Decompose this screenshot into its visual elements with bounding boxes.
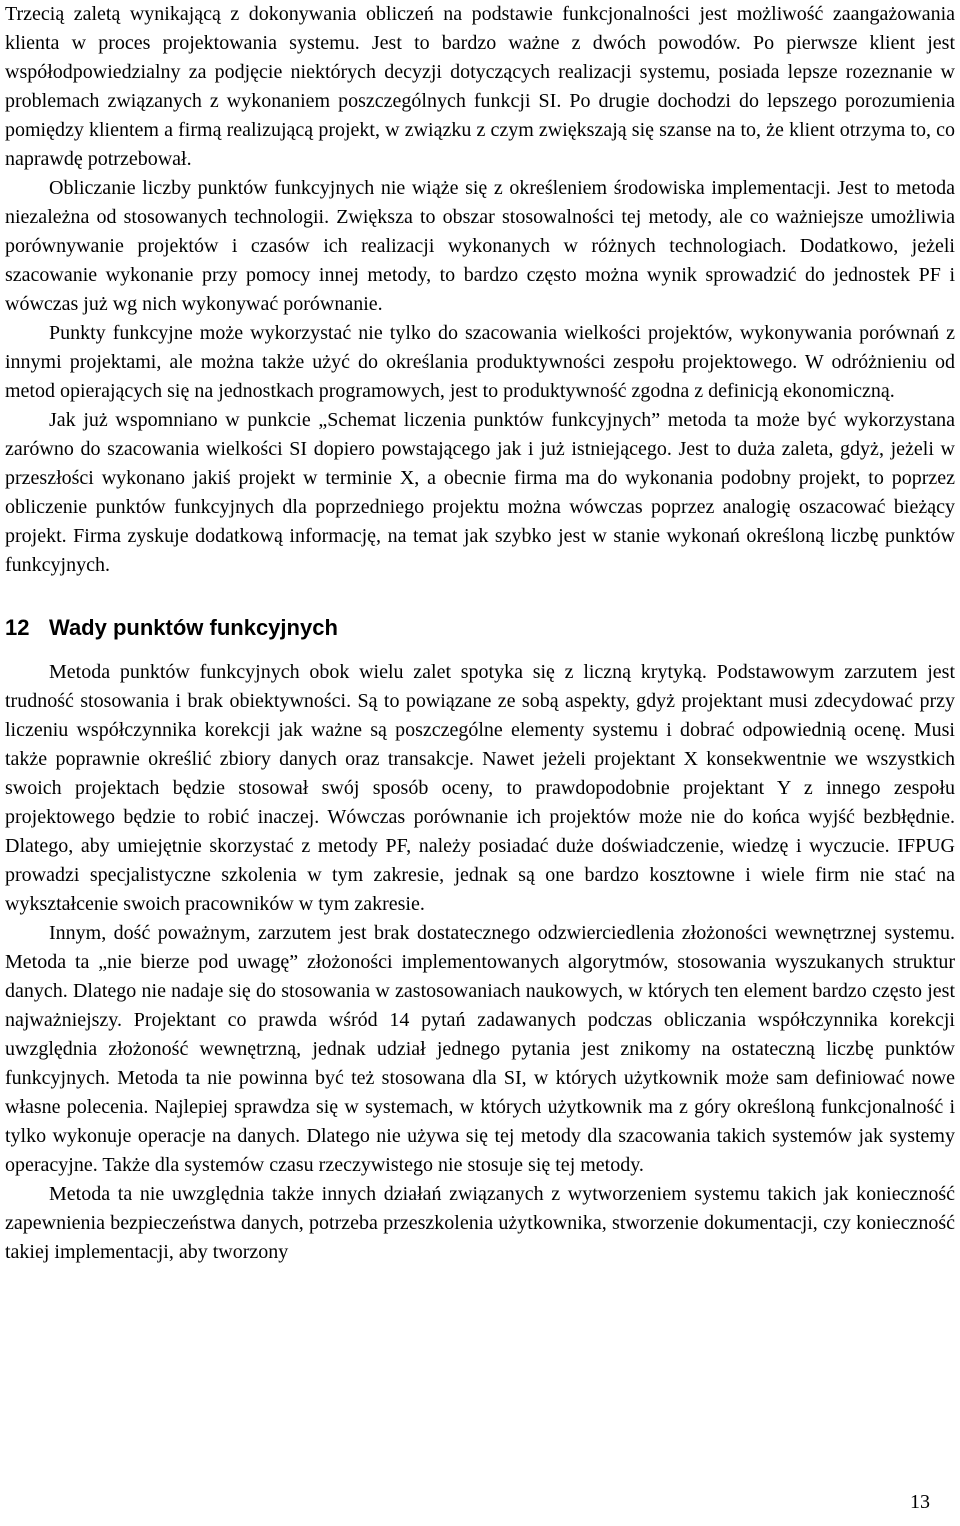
section-heading-title: Wady punktów funkcyjnych bbox=[49, 615, 338, 640]
section-heading-number: 12 bbox=[5, 615, 30, 640]
paragraph-technology-independence: Obliczanie liczby punktów funkcyjnych nie wiąże się z określeniem środowiska implementacji. Jest to metoda niezależna od stosowanych technologii. Zwiększa to obszar stosowalności tej metody, ale co ważniejsze umożliwia porównywanie projektów i czasów ich realizacji wykonanych w różnych technologiach. Dodatkowo, jeżeli szacowanie wykonanie przy pomocy innej metody, to bardzo często można wynik sprowadzić do jednostek PF i wówczas już wg nich wykonywać porównanie. bbox=[5, 177, 955, 315]
paragraph-other-activities: Metoda ta nie uwzględnia także innych działań związanych z wytworzeniem systemu takich jak konieczność zapewnienia bezpieczeństwa danych, potrzeba przeszkolenia użytkownika, stworzenie dokumentacji, czy konieczność takiej implementacji, aby tworzony bbox=[5, 1183, 955, 1263]
paragraph-internal-complexity: Innym, dość poważnym, zarzutem jest brak dostatecznego odzwierciedlenia złożoności wewnętrznej systemu. Metoda ta „nie bierze pod uwagę” złożoności implementowanych algorytmów, stosowania wyszukanych struktur danych. Dlatego nie nadaje się do stosowania w zastosowaniach naukowych, w których ten element bardzo często jest najważniejszy. Projektant co prawda wśród 14 pytań zadawanych podczas obliczania współczynnika korekcji uwzględnia złożoność wewnętrzną, jednak udział jednego pytania jest znikomy na ostateczną liczbę punktów funkcyjnych. Metoda ta nie powinna być też stosowana dla SI, w których użytkownik może sam definiować nowe własne polecenia. Najlepiej sprawdza się w systemach, w których użytkownik ma z góry określoną funkcjonalność i tylko wykonuje operacje na danych. Dlatego nie używa się tej metody dla szacowania takich systemów jak systemy operacyjne. Także dla systemów czasu rzeczywistego nie stosuje się tej metody. bbox=[5, 922, 955, 1176]
page-number: 13 bbox=[910, 1491, 930, 1513]
paragraph-advantage-customer: Trzecią zaletą wynikającą z dokonywania obliczeń na podstawie funkcjonalności jest możliwość zaangażowania klienta w proces projektowania systemu. Jest to bardzo ważne z dwóch powodów. Po pierwsze klient jest współodpowiedzialny za podjęcie niektórych decyzji dotyczących realizacji systemu, posiada lepsze rozeznanie w problemach związanych z wykonaniem poszczególnych funkcji SI. Po drugie dochodzi do lepszego porozumienia pomiędzy klientem a firmą realizującą projekt, w związku z czym zwiększają się szanse na to, że klient otrzyma to, co naprawdę potrzebował. bbox=[5, 3, 955, 170]
section-heading bbox=[5, 614, 955, 642]
paragraph-existing-systems: Jak już wspomniano w punkcie „Schemat liczenia punktów funkcyjnych” metoda ta może być wykorzystana zarówno do szacowania wielkości SI dopiero powstającego jak i już istniejącego. Jest to duża zaleta, gdyż, jeżeli w przeszłości wykonano jakiś projekt w terminie X, a obecnie firma ma do wykonania podobny projekt, to poprzez obliczenie punktów funkcyjnych dla poprzedniego projektu można wówczas poprzez analogię oszacować bieżący projekt. Firma zyskuje dodatkową informację, na temat jak szybko jest w stanie wykonań określoną liczbę punktów funkcyjnych. bbox=[5, 409, 955, 576]
paragraph-productivity: Punkty funkcyjne może wykorzystać nie tylko do szacowania wielkości projektów, wykonywania porównań z innymi projektami, ale można także użyć do określania produktywności zespołu projektowego. W odróżnieniu od metod opierających się na jednostkach programowych, jest to produktywność zgodna z definicją ekonomiczną. bbox=[5, 322, 955, 402]
paragraph-criticism: Metoda punktów funkcyjnych obok wielu zalet spotyka się z liczną krytyką. Podstawowym zarzutem jest trudność stosowania i brak obiektywności. Są to powiązane ze sobą aspekty, gdyż projektant musi zdecydować przy liczeniu współczynnika korekcji jak ważne są poszczególne elementy systemu i dobrać odpowiednią ocenę. Musi także poprawnie określić zbiory danych oraz transakcje. Nawet jeżeli projektant X konsekwentnie we wszystkich swoich projektach będzie stosował swój sposób oceny, to prawdopodobnie projektant Y z innego zespołu projektowego będzie to robić inaczej. Wówczas porównanie ich projektów może nie do końca wyjść bezbłędnie. Dlatego, aby umiejętnie skorzystać z metody PF, należy posiadać duże doświadczenie, wiedzę i wyczucie. IFPUG prowadzi specjalistyczne szkolenia w tym zakresie, jednak są one bardzo kosztowne i wiele firm nie stać na wykształcenie swoich pracowników w tym zakresie. bbox=[5, 661, 955, 915]
document-page bbox=[5, 0, 955, 1267]
